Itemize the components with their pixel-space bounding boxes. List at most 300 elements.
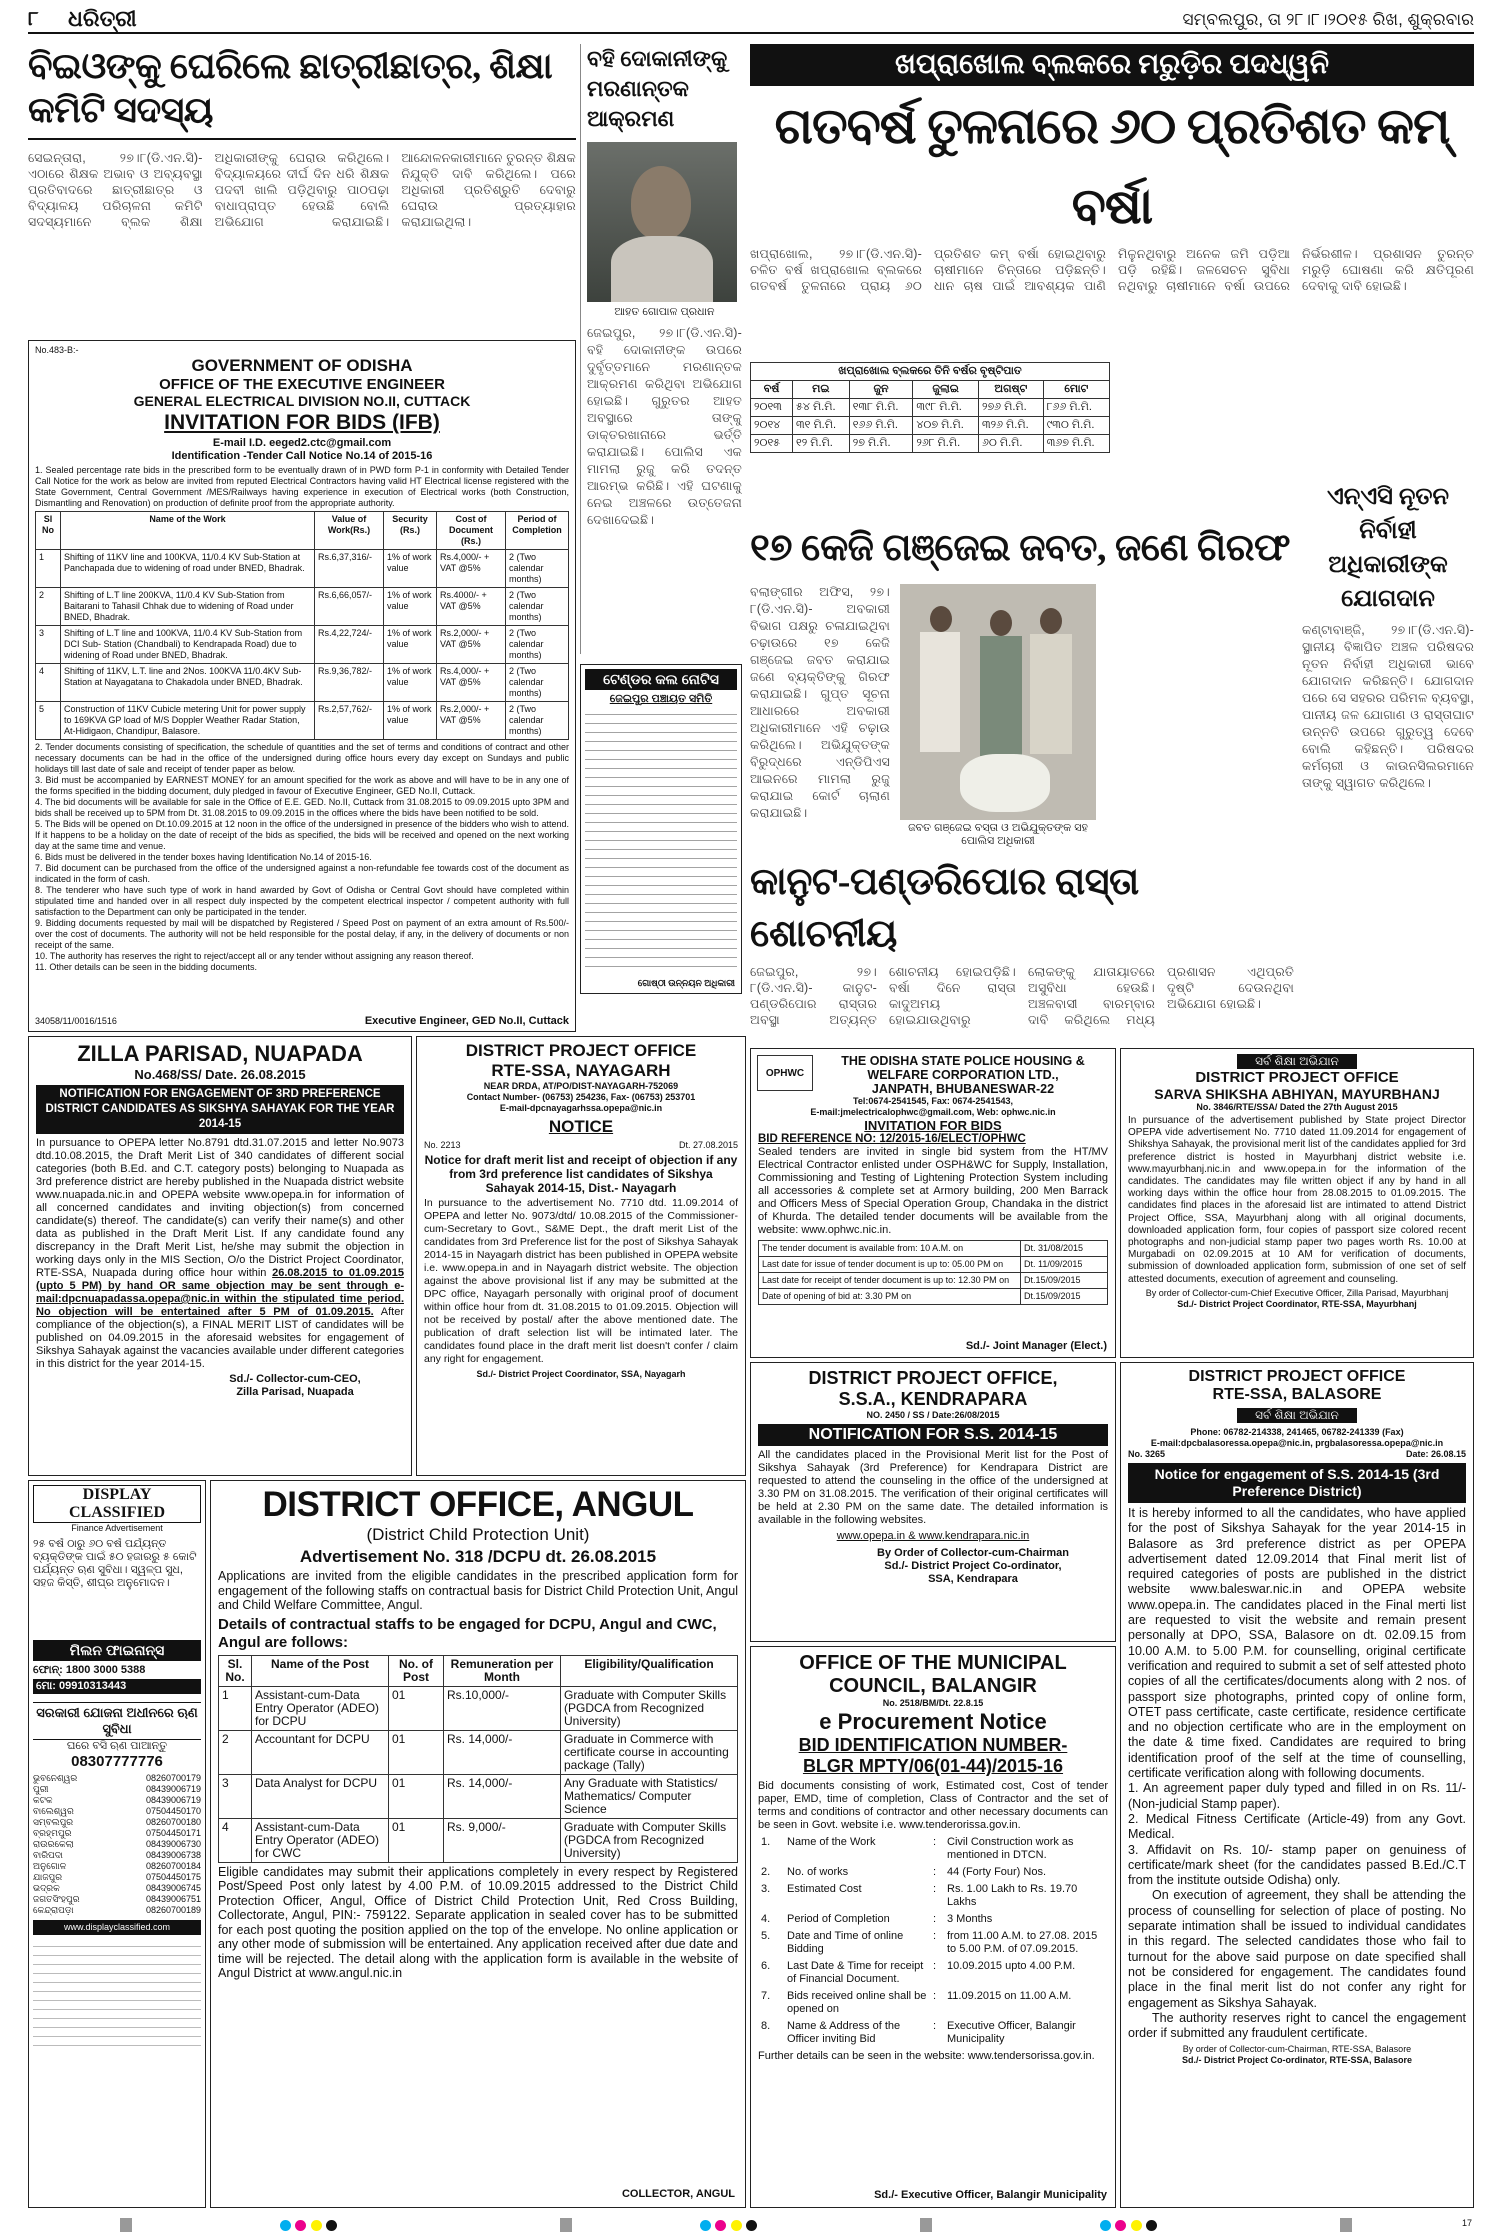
cell: ୩୯୮ ମି.ମି. xyxy=(913,399,979,417)
ad-sign: Sd./- District Project Coordinator, SSA, Nayagarh xyxy=(476,1369,686,1379)
ad-email: E-mail:jmelectricalophwc@gmail.com, Web: ophwc.nic.in xyxy=(810,1107,1056,1117)
cell: 7. xyxy=(761,1990,771,2002)
cell: 5 xyxy=(36,702,61,740)
works-table xyxy=(35,511,569,740)
ad-logo: ସର୍ବ ଶିକ୍ଷା ଅଭିଯାନ xyxy=(1237,1054,1357,1069)
table-row xyxy=(758,1988,1108,2018)
col-header: Name of the Post xyxy=(252,1655,389,1686)
headline: ୧୭ କେଜି ଗଞ୍ଜେଇ ଜବତ, ଜଣେ ଗିରଫ xyxy=(750,527,1291,569)
story-body-2 xyxy=(1106,584,1294,834)
list-item xyxy=(33,1828,201,1839)
ad-body: All the candidates placed in the Provisional Merit list for the Post of Sikshya Sahayak (3rd Preference) for Kendrapara District are requested to attend the counseling in the office of the undersigned at 3.30 PM on 31.08.2015. The verification of their original certificates will be held at 2.30 PM on the same date. The detailed information is available in the following websites. xyxy=(758,1449,1108,1526)
cell: Rs.6,37,316/- xyxy=(315,550,384,588)
ad-title: DISPLAY CLASSIFIED xyxy=(33,1485,201,1523)
ad-body3: The authority reserves right to cancel the engagement order if submitted any fraudulent certificate. xyxy=(1128,2010,1466,2041)
ad-phone1: ଫୋନ୍: 1800 3000 5388 xyxy=(33,1664,146,1676)
cell: Rs.4000/- + VAT @5% xyxy=(437,588,506,626)
ad-sign: COLLECTOR, ANGUL xyxy=(621,2188,735,2200)
ad-no-row xyxy=(424,1140,738,1151)
list-item xyxy=(33,1861,201,1872)
cell: ୧୨ ମି.ମି. xyxy=(793,435,850,453)
ad-no: No. 3265 xyxy=(1128,1449,1166,1459)
cell: Rs.2,000/- + VAT @5% xyxy=(437,702,506,740)
cell: 10.09.2015 upto 4.00 P.M. xyxy=(947,1960,1076,1972)
schedule-table xyxy=(758,1240,1108,1305)
list-item xyxy=(33,1806,201,1817)
ad-sign: Sd./- District Project Co-ordinator, RTE-SSA, Balasore xyxy=(1181,2055,1413,2066)
note: 3. Bid must be accompanied by EARNEST MONEY for an amount specified for the work as above and will have to be in any one of the forms specified in the bidding document, duly pledged in favour of Executive Engineer, GED No.II, Cuttack. xyxy=(35,775,569,796)
phone: 07504450171 xyxy=(145,1828,201,1838)
col-header: Value of Work(Rs.) xyxy=(315,512,384,550)
cell: 01 xyxy=(389,1818,444,1862)
ad-order: By order of Collector-cum-Chief Executive Officer, Zilla Parisad, Mayurbhanj xyxy=(1145,1287,1449,1298)
ad-ident: Identification -Tender Call Notice No.14 of 2015-16 xyxy=(171,450,433,462)
table-row xyxy=(751,417,1110,435)
story-rain-deficit xyxy=(750,44,1474,514)
ad-subtitle: ଜେଇପୁର ପଞ୍ଚାୟତ ସମିତି xyxy=(609,693,713,705)
ad-order: By Order of Collector-cum-Chairman xyxy=(877,1547,1069,1559)
phone: 08260700179 xyxy=(145,1773,201,1783)
list-item: 1. An agreement paper duly typed and filled in on Rs. 11/- (Non-judicial Stamp paper). xyxy=(1128,1781,1466,1811)
cell: : xyxy=(933,1866,937,1878)
cell: Civil Construction work as mentioned in DTCN. xyxy=(947,1836,1074,1861)
ad-title: ZILLA PARISAD, NUAPADA xyxy=(77,1041,363,1066)
ad-banner: NOTIFICATION FOR ENGAGEMENT OF 3RD PREFERENCE DISTRICT CANDIDATES AS SIKSHYA SAHAYAK FOR THE YEAR 2014-15 xyxy=(36,1085,404,1134)
cell: 2 xyxy=(219,1730,252,1774)
cell: Shifting of 11KV, L.T. line and 2Nos. 100KVA 11/0.4KV Sub-Station at Nayagatana to Chakadola under BNED, Bhadrak. xyxy=(61,664,315,702)
ad-no-row xyxy=(1128,1449,1466,1460)
list-item xyxy=(33,1850,201,1861)
cell: Assistant-cum-Data Entry Operator (ADEO) for DCPU xyxy=(252,1686,389,1730)
phone: 08439006745 xyxy=(145,1883,201,1893)
cell: ୫୪ ମି.ମି. xyxy=(793,399,850,417)
city: କେନ୍ଦ୍ରାପଡ଼ା xyxy=(33,1905,74,1915)
ad-sign2: SSA, Kendrapara xyxy=(928,1573,1018,1585)
ad-line1: DISTRICT PROJECT OFFICE xyxy=(1195,1069,1399,1086)
ad-banner: Notice for engagement of S.S. 2014-15 (3rd Preference District) xyxy=(1128,1463,1466,1503)
cell: 1% of work value xyxy=(384,626,437,664)
phone: 08260700180 xyxy=(145,1817,201,1827)
list-item xyxy=(33,1839,201,1850)
ad-sign: Sd./- Executive Officer, Balangir Municipality xyxy=(874,2189,1107,2201)
ad-line: ଘରେ ବସି ଋଣ ପାଆନ୍ତୁ xyxy=(66,1740,168,1752)
col-header: Sl No xyxy=(36,512,61,550)
ad-body-text-2: After compliance of the objection(s), a FINAL MERIT LIST of candidates will be published on 04.09.2015 in the aforesaid websites for engagement of Sikshya Sahayak against the vacancies available under different categories in this district for the year 2014-15. xyxy=(36,1306,404,1370)
date-line: ସମ୍ବଲପୁର, ତା ୨୮।୮।୨୦୧୫ ରିଖ, ଶୁକ୍ରବାର xyxy=(1182,10,1474,29)
phone: 08439006751 xyxy=(145,1894,201,1904)
headline: ବହି ଦୋକାନୀଙ୍କୁ ମରଣାନ୍ତକ ଆକ୍ରମଣ xyxy=(587,46,728,131)
ad-filler xyxy=(33,1941,201,2051)
ad-line2: RTE-SSA, BALASORE xyxy=(1212,1386,1382,1403)
cell: ୪୦୭ ମି.ମି. xyxy=(913,417,979,435)
cell: ୨୦୧୩ xyxy=(751,399,793,417)
ad-line2: SARVA SHIKSHA ABHIYAN, MAYURBHANJ xyxy=(1154,1086,1440,1102)
ad-line1: THE ODISHA STATE POLICE HOUSING & WELFARE CORPORATION LTD., xyxy=(841,1054,1085,1082)
ophwc-logo: OPHWC xyxy=(757,1055,813,1091)
cell: 11.09.2015 on 11.00 A.M. xyxy=(947,1990,1072,2002)
cell: : xyxy=(933,2020,937,2032)
table-row xyxy=(758,1958,1108,1988)
col-header: Cost of Document (Rs.) xyxy=(437,512,506,550)
ad-line2: S.S.A., KENDRAPARA xyxy=(838,1389,1028,1409)
cell: Accountant for DCPU xyxy=(252,1730,389,1774)
col-header: Period of Completion xyxy=(506,512,569,550)
cell: ୨୭୬ ମି.ମି. xyxy=(978,399,1043,417)
cmyk-dots xyxy=(1100,2218,1157,2236)
ad-title: INVITATION FOR BIDS (IFB) xyxy=(164,411,440,434)
table-row xyxy=(758,1928,1108,1958)
table-row xyxy=(759,1289,1108,1305)
table-row xyxy=(758,1864,1108,1881)
ad-notes xyxy=(35,742,569,973)
ad-body: ୨୫ ବର୍ଷ ଠାରୁ ୬୦ ବର୍ଷ ପର୍ଯ୍ୟନ୍ତ ବ୍ୟକ୍ତିଙ୍କ ପାଇଁ ୫୦ ହଜାରରୁ ୫ କୋଟି ପର୍ଯ୍ୟନ୍ତ ଋଣ ସୁବିଧା। ସ୍ୱଳ୍ପ ସୁଧ, ସହଜ କିସ୍ତି, ଶୀଘ୍ର ଅନୁମୋଦନ। xyxy=(33,1538,197,1589)
col-header: ମୋଟ xyxy=(1043,381,1109,399)
footer-page-no: 17 xyxy=(1461,2218,1472,2228)
rainfall-grid xyxy=(750,380,1110,453)
cell: Data Analyst for DCPU xyxy=(252,1774,389,1818)
ad-websites[interactable]: www.opepa.in & www.kendrapara.nic.in xyxy=(836,1530,1030,1542)
cell: Dt.15/09/2015 xyxy=(1021,1273,1108,1289)
col-header: Sl. No. xyxy=(219,1655,252,1686)
cell: 1% of work value xyxy=(384,588,437,626)
col-header: ବର୍ଷ xyxy=(751,381,793,399)
ad-footer: ଗୋଷ୍ଠୀ ଉନ୍ନୟନ ଅଧିକାରୀ xyxy=(637,978,735,988)
city: ଭୁବନେଶ୍ୱର xyxy=(33,1773,78,1783)
ad-line3: GENERAL ELECTRICAL DIVISION NO.II, CUTTACK xyxy=(133,393,471,409)
ad-ref: No. 2518/BM/Dt. 22.8.15 xyxy=(882,1698,984,1708)
cell: Rs.6,66,057/- xyxy=(315,588,384,626)
city: କଟକ xyxy=(33,1795,53,1805)
cell: : xyxy=(933,1930,937,1942)
ad-intro: Bid documents consisting of work, Estimated cost, Cost of tender paper, EMD, time of completion, Class of Contractor and the set of terms and conditions of contractor and other necessary documents can be seen in Govt. website i.e. www.tenderorissa.gov.in. xyxy=(758,1780,1108,1831)
cell: 4 xyxy=(219,1818,252,1862)
cell: ୨୬୮ ମି.ମି. xyxy=(913,435,979,453)
ad-footer-right: Executive Engineer, GED No.II, Cuttack xyxy=(364,1015,569,1027)
ad-ophwc xyxy=(750,1048,1116,1358)
cell: Rs.2,000/- + VAT @5% xyxy=(437,626,506,664)
cell: No. of works xyxy=(787,1866,849,1878)
city: ଭଦ୍ରକ xyxy=(33,1883,60,1893)
cell: 2 (Two calendar months) xyxy=(506,664,569,702)
cell: 3 Months xyxy=(947,1913,993,1925)
ad-web[interactable]: www.displayclassified.com xyxy=(33,1920,201,1935)
list-item: 2. Medical Fitness Certificate (Article-49) from any Govt. Medical. xyxy=(1128,1811,1466,1842)
story-shop-attack xyxy=(580,44,742,654)
ad-brand: ମିଲନ ଫାଇନାନ୍ସ xyxy=(33,1640,201,1661)
cell: 3 xyxy=(36,626,61,664)
cell: Shifting of L.T line and 100KVA, 11/0.4 KV Sub-Station from DCI Sub- Station (Chandbali) to Kendrapada Road) due to widening of Road under BNED, Bhadrak. xyxy=(61,626,315,664)
cell: Graduate with Computer Skills (PGDCA from Recognized University) xyxy=(561,1818,738,1862)
ad-ged-cuttack xyxy=(28,340,576,1032)
cell: 2. xyxy=(761,1866,771,1878)
phone: 07504450175 xyxy=(145,1872,201,1882)
cell: 3. xyxy=(761,1883,771,1895)
table-row xyxy=(36,588,569,626)
ad-line1: OFFICE OF THE MUNICIPAL xyxy=(799,1652,1067,1674)
cell: : xyxy=(933,1960,937,1972)
cell: Dt. 11/09/2015 xyxy=(1021,1257,1108,1273)
cell: 4. xyxy=(761,1913,771,1925)
ad-adv: Advertisement No. 318 /DCPU dt. 26.08.2015 xyxy=(299,1547,657,1566)
table-row xyxy=(759,1241,1108,1257)
ad-line1: DISTRICT PROJECT OFFICE, xyxy=(808,1368,1058,1388)
cell: : xyxy=(933,1836,937,1848)
city: ବ୍ରହ୍ମପୁର xyxy=(33,1828,72,1838)
table-row xyxy=(758,1834,1108,1864)
table-row xyxy=(36,550,569,588)
cell: Last date for issue of tender document is up to: 05.00 PM on xyxy=(759,1257,1021,1273)
cell: Executive Officer, Balangir Municipality xyxy=(947,2020,1076,2045)
cell: Dt. 31/08/2015 xyxy=(1021,1241,1108,1257)
ad-sign2: Zilla Parisad, Nuapada xyxy=(236,1386,354,1398)
cell: : xyxy=(933,1990,937,2002)
cell: Rs. 14,000/- xyxy=(444,1774,561,1818)
note: 7. Bid document can be purchased from the office of the undersigned against a non-refundable fee towards cost of the document as indicated in the form of cash. xyxy=(35,863,569,884)
cell: Rs. 14,000/- xyxy=(444,1730,561,1774)
cell: Rs. 1.00 Lakh to Rs. 19.70 Lakhs xyxy=(947,1883,1078,1908)
cell: Name of the Work xyxy=(787,1836,876,1848)
city: ବାରିପଦା xyxy=(33,1850,63,1860)
ad-kendrapara xyxy=(750,1362,1116,1642)
ad-sign: Sd./- Joint Manager (Elect.) xyxy=(965,1340,1107,1352)
cell: 44 (Forty Four) Nos. xyxy=(947,1866,1047,1878)
note: 11. Other details can be seen in the bidding documents. xyxy=(35,962,257,972)
cell: 1% of work value xyxy=(384,664,437,702)
ad-tender-box xyxy=(580,664,742,994)
story-road xyxy=(750,856,1294,1027)
ad-display-classified xyxy=(28,1480,206,2208)
ad-line2: RTE-SSA, NAYAGARH xyxy=(491,1061,671,1080)
ad-items xyxy=(1128,1781,1466,1888)
ad-banner2: ସରକାରୀ ଯୋଜନା ଅଧୀନରେ ଋଣ ସୁବିଧା xyxy=(33,1702,201,1740)
cmyk-dots xyxy=(280,2218,337,2236)
ad-balasore xyxy=(1120,1362,1474,2208)
cell: Bids received online shall be opened on xyxy=(787,1990,927,2015)
ad-balangir xyxy=(750,1646,1116,2208)
ad-body1: It is hereby informed to all the candidates, who have applied for the post of Sikshya Sahayak for the year 2014-15 in Balasore as 3rd preference district as per OPEPA advertisement dated 12.09.2014 that Final merit list of required categories of posts are published in the district website www.baleswar.nic.in and OPEPA website www.opepa.in. The candidates placed in the Final merti list are requested to visit the website and remain present personally at DPO, SSA, Balasore on dt. 02.09.15 from 10.00 A.M. to 5.00 P.M. for counselling, original certificate verification and required to submit a set of self attested photo copies of all the certificates/documents along with 2 nos. of passport size photographs, printed copy of online form, OTET pass certificate, caste certificate, residence certificate and no objection certificate who are in the employment on the date & time fixed. Candidates are required to bring identification proof of the self at the time of counselling, certificate verification along with following documents. xyxy=(1128,1506,1466,1781)
cell: ୬୦ ମି.ମି. xyxy=(978,435,1043,453)
city: ଜଗତସିଂହପୁର xyxy=(33,1894,80,1904)
ad-line2: OFFICE OF THE EXECUTIVE ENGINEER xyxy=(159,376,445,393)
cell: : xyxy=(933,1913,937,1925)
cell: : xyxy=(933,1883,937,1895)
list-item xyxy=(33,1872,201,1883)
city: ସମ୍ବଲପୁର xyxy=(33,1817,74,1827)
ad-table-title: Details of contractual staffs to be engaged for DCPU, Angul and CWC, Angul are follows: xyxy=(218,1615,717,1651)
cell: 1 xyxy=(36,550,61,588)
col-header: ମଇ xyxy=(793,381,850,399)
ad-title: e Procurement Notice xyxy=(819,1709,1047,1734)
cell: 3 xyxy=(219,1774,252,1818)
note: 10. The authority has reserves the right to reject/accept all or any tender without assigning any reason thereof. xyxy=(35,951,474,961)
phone: 08439006738 xyxy=(145,1850,201,1860)
table-row xyxy=(219,1730,738,1774)
cell: 2 (Two calendar months) xyxy=(506,588,569,626)
ad-title: DISTRICT OFFICE, ANGUL xyxy=(262,1485,694,1524)
table-row xyxy=(36,702,569,740)
seizure-photo xyxy=(900,584,1096,820)
page-header xyxy=(28,6,1474,34)
ad-ref: No.468/SS/ Date. 26.08.2015 xyxy=(134,1067,306,1082)
ad-email: E-mail I.D. eeged2.ctc@gmail.com xyxy=(212,437,392,449)
ad-line1: GOVERNMENT OF ODISHA xyxy=(191,356,413,375)
cell: Last date for receipt of tender document is up to: 12.30 PM on xyxy=(759,1273,1021,1289)
kicker-banner: ଖପ୍ରାଖୋଲ ବ୍ଲକରେ ମରୁଡ଼ିର ପଦଧ୍ୱନି xyxy=(750,44,1474,86)
ad-ref: No.483-B:- xyxy=(35,345,79,355)
phone: 08439006719 xyxy=(145,1784,201,1794)
ad-phone: Phone: 06782-214338, 241465, 06782-241339 (Fax) xyxy=(1190,1427,1404,1437)
cell: ୨୦୧୫ xyxy=(751,435,793,453)
cell: Rs.10,000/- xyxy=(444,1686,561,1730)
ad-sign: Sd./- District Project Coordinator, RTE-SSA, Mayurbhanj xyxy=(1177,1298,1417,1309)
city: ରାଉରକେଲା xyxy=(33,1839,74,1849)
phone: 08260700189 xyxy=(145,1905,201,1915)
table-row xyxy=(758,2018,1108,2048)
cell: 5. xyxy=(761,1930,771,1942)
cell: 01 xyxy=(389,1774,444,1818)
col-header: Eligibility/Qualification xyxy=(561,1655,738,1686)
table-row xyxy=(219,1686,738,1730)
ad-body2: On execution of agreement, they shall be attending the process of counselling for selection of place of posting. No separate intimation shall be issued to individual candidates in this regard. The selected candidates those who fail to turnout for the above said purpose on date specified shall not be considered for engagement. The candidates found place in the final merit list do not confer any right for engagement as Sikshya Sahayak. xyxy=(1128,1888,1466,2010)
cell: from 11.00 A.M. to 27.08. 2015 to 5.00 P.M. of 07.09.2015. xyxy=(947,1930,1098,1955)
table-row xyxy=(751,435,1110,453)
list-item xyxy=(33,1817,201,1828)
ad-filler-text xyxy=(585,709,737,971)
ad-body-text: In pursuance to OPEPA letter No.8791 dtd.31.07.2015 and letter No.9073 dtd.10.08.2015, the Draft Merit List of 340 candidates of different social categories (both B.Ed. and C.T. category posts) belonging to Nuapada as 3rd preference district are hereby published in the Nuapada district website www.nuapada.nic.in and OPEPA website www.opepa.in for information of all concerned candidates and inviting objection(s) from concerned candidate(s) thereof. The candidate(s) can verify their name(s) and other data as published in the Draft Merit List. If any candidate found any discrepancy in the Draft Merit List, he/she may submit the objection in working days only in the MIS Section, O/o the District Project Coordinator, RTE-SSA, Nuapada during office hour within xyxy=(36,1137,404,1279)
col-header: Name of the Work xyxy=(61,512,315,550)
cell: Estimated Cost xyxy=(787,1883,862,1895)
table-row xyxy=(36,664,569,702)
reg-mark xyxy=(920,2218,932,2232)
cell: Last Date & Time for receipt of Financial Document. xyxy=(787,1960,924,1985)
cell: 6. xyxy=(761,1960,771,1972)
cell: Name & Address of the Officer inviting Bid xyxy=(787,2020,901,2045)
photo-caption: ଆହତ ଗୋପାଳ ପ୍ରଧାନ xyxy=(614,306,715,318)
city: ଅନୁଗୋଳ xyxy=(33,1861,67,1871)
ad-further: Further details can be seen in the website: www.tendersorissa.gov.in. xyxy=(758,2050,1095,2062)
col-header: No. of Post xyxy=(389,1655,444,1686)
story-body: ସେଇନ୍ତାରା, ୨୭।୮(ଡି.ଏନ.ସି)- ଏଠାରେ ଶିକ୍ଷକ ଅଭାବ ଓ ଅବ୍ୟବସ୍ଥା ପ୍ରତିବାଦରେ ଛାତ୍ରୀଛାତ୍ର ଓ ବିଦ୍ୟାଳୟ ପରିଚାଳନା କମିଟି ସଦସ୍ୟମାନେ ବ୍ଲକ ଶିକ୍ଷା ଅଧିକାରୀଙ୍କୁ ଘେରାଉ କରିଥିଲେ। ବିଦ୍ୟାଳୟରେ ଦୀର୍ଘ ଦିନ ଧରି ଶିକ୍ଷକ ପଦବୀ ଖାଲି ପଡ଼ିଥିବାରୁ ପାଠପଢ଼ା ବାଧାପ୍ରାପ୍ତ ହେଉଛି ବୋଲି ଅଭିଯୋଗ କରାଯାଇଛି। ଆନ୍ଦୋଳନକାରୀମାନେ ତୁରନ୍ତ ଶିକ୍ଷକ ନିଯୁକ୍ତି ଦାବି କରିଥିଲେ। ପରେ ଅଧିକାରୀ ପ୍ରତିଶ୍ରୁତି ଦେବାରୁ ଘେରାଉ ପ୍ରତ୍ୟାହାର କରାଯାଇଥିଲା। xyxy=(28,151,576,229)
posts-table xyxy=(218,1655,738,1863)
story-body: ଜେଇପୁର, ୨୭।୮(ଡି.ଏନ.ସି)- ବହି ଦୋକାନୀଙ୍କ ଉପରେ ଦୁର୍ବୃତ୍ତମାନେ ମରଣାନ୍ତକ ଆକ୍ରମଣ କରିଥିବା ଅଭିଯୋଗ ହୋଇଛି। ଗୁରୁତର ଆହତ ଅବସ୍ଥାରେ ତାଙ୍କୁ ଡାକ୍ତରଖାନାରେ ଭର୍ତ୍ତି କରାଯାଇଛି। ପୋଲିସ ଏକ ମାମଲା ରୁଜୁ କରି ତଦନ୍ତ ଆରମ୍ଭ କରିଛି। ଏହି ଘଟଣାକୁ ନେଇ ଅଞ୍ଚଳରେ ଉତ୍ତେଜନା ଦେଖାଦେଇଛି। xyxy=(587,326,742,527)
col-header: ଅଗଷ୍ଟ xyxy=(978,381,1043,399)
cell: Graduate with Computer Skills (PGDCA from Recognized University) xyxy=(561,1686,738,1730)
ad-body: Sealed tenders are invited in single bid system from the HT/MV Electrical Contractor enlisted under OSPH&WC for Supply, Installation, Commissioning and Testing of Lightening Protection System including all accessories & complete set at Armory building, 200 Men Barrack and Officers Mess of Special Operation Group, Chandaka in the district of Khurda. The detailed tender documents will be available from the website: www.ophwc.nic.in. xyxy=(758,1146,1108,1236)
ad-banner: NOTIFICATION FOR S.S. 2014-15 xyxy=(758,1424,1108,1446)
cell: 2 (Two calendar months) xyxy=(506,550,569,588)
story-body: ଖପ୍ରାଖୋଲ, ୨୭।୮(ଡି.ଏନ.ସି)- ଚଳିତ ବର୍ଷ ଖପ୍ରାଖୋଲ ବ୍ଲକରେ ଗତବର୍ଷ ତୁଳନାରେ ପ୍ରାୟ ୬୦ ପ୍ରତିଶତ କମ୍ ବର୍ଷା ହୋଇଥିବାରୁ ଚାଷୀମାନେ ଚିନ୍ତାରେ ପଡ଼ିଛନ୍ତି। ଧାନ ଚାଷ ପାଇଁ ଆବଶ୍ୟକ ପାଣି ମିଳୁନଥିବାରୁ ଅନେକ ଜମି ପଡ଼ିଆ ପଡ଼ି ରହିଛି। ଜଳସେଚନ ସୁବିଧା ନଥିବାରୁ ଚାଷୀମାନେ ବର୍ଷା ଉପରେ ନିର୍ଭରଶୀଳ। ପ୍ରଶାସନ ତୁରନ୍ତ ମରୁଡ଼ି ଘୋଷଣା କରି କ୍ଷତିପୂରଣ ଦେବାକୁ ଦାବି ହୋଇଛି। xyxy=(750,247,1474,293)
cell: 1 xyxy=(219,1686,252,1730)
col-header: ଜୁନ xyxy=(849,381,913,399)
headline: କାନୁଟ-ପଣ୍ଡରିପୋର ରାସ୍ତା ଶୋଚନୀୟ xyxy=(750,861,1139,955)
note: 8. The tenderer who have such type of work in hand awarded by Govt of Odisha or Central Govt should have completed within stipulated time and handed over in all respect duly inspected by the competent electrical inspector / competent authority with full satisfaction to the Department can only be participated in the tender. xyxy=(35,885,569,917)
table-row xyxy=(758,1911,1108,1928)
col-header: Remuneration per Month xyxy=(444,1655,561,1686)
ad-line2: COUNCIL, BALANGIR xyxy=(829,1675,1037,1697)
note: 9. Bidding documents requested by mail will be dispatched by Registered / Speed Post on payment of an extra amount of Rs.500/- over the cost of documents. The authority will not be held responsible for the postal delay, if any, in the delivery of documents or non receipt of the same. xyxy=(35,918,569,950)
cell: Graduate in Commerce with certificate course in accounting package (Tally) xyxy=(561,1730,738,1774)
cell: 2 xyxy=(36,588,61,626)
ad-footer-left: 34058/11/0016/1516 xyxy=(35,1016,117,1026)
table-row xyxy=(759,1273,1108,1289)
cell: Any Graduate with Statistics/ Mathematics/ Computer Science xyxy=(561,1774,738,1818)
story-body: ବଲାଙ୍ଗୀର ଅଫିସ, ୨୭।୮(ଡି.ଏନ.ସି)- ଅବକାରୀ ବିଭାଗ ପକ୍ଷରୁ ଚଳାଯାଇଥିବା ଚଢ଼ାଉରେ ୧୭ କେଜି ଗଞ୍ଜେଇ ଜବତ କରାଯାଇ ଜଣେ ବ୍ୟକ୍ତିଙ୍କୁ ଗିରଫ କରାଯାଇଛି। ଗୁପ୍ତ ସୂଚନା ଆଧାରରେ ଅବକାରୀ ଅଧିକାରୀମାନେ ଏହି ଚଢ଼ାଉ କରିଥିଲେ। ଅଭିଯୁକ୍ତଙ୍କ ବିରୁଦ୍ଧରେ ଏନ୍‌ଡିପିଏସ ଆଇନରେ ମାମଲା ରୁଜୁ କରାଯାଇ କୋର୍ଟ ଚାଲାଣ କରାଯାଇଛି। xyxy=(750,585,890,820)
story-new-eo xyxy=(1302,480,1474,1020)
cell: 2 (Two calendar months) xyxy=(506,626,569,664)
list-item xyxy=(33,1894,201,1905)
phone: 08439006719 xyxy=(145,1795,201,1805)
cell: Shifting of L.T line 200KVA, 11/0.4 KV Sub-Station from Baitarani to Tahasil Chhak due to widening of Road under BNED, Bhadrak. xyxy=(61,588,315,626)
phone: 08260700184 xyxy=(145,1861,201,1871)
list-item xyxy=(33,1905,201,1916)
ad-line1: DISTRICT PROJECT OFFICE xyxy=(1188,1368,1406,1385)
cell: 8. xyxy=(761,2020,771,2032)
ad-nayagarh xyxy=(416,1036,746,1476)
ad-email: E-mail-dpcnayagarhssa.opepa@nic.in xyxy=(499,1103,663,1113)
list-item xyxy=(33,1784,201,1795)
story-ganja-seizure xyxy=(750,520,1294,850)
story-body: କଣ୍ଟାବାଞ୍ଜି, ୨୭।୮(ଡି.ଏନ.ସି)- ସ୍ଥାନୀୟ ବିଜ୍ଞାପିତ ଅଞ୍ଚଳ ପରିଷଦର ନୂତନ ନିର୍ବାହୀ ଅଧିକାରୀ ଭାବେ ଯୋଗଦାନ କରିଛନ୍ତି। ଯୋଗଦାନ ପରେ ସେ ସହରର ପରିମଳ ବ୍ୟବସ୍ଥା, ପାନୀୟ ଜଳ ଯୋଗାଣ ଓ ରାସ୍ତାଘାଟ ଉନ୍ନତି ଉପରେ ଗୁରୁତ୍ୱ ଦେବେ ବୋଲି କହିଛନ୍ତି। ପରିଷଦର କର୍ମଚାରୀ ଓ କାଉନସିଲରମାନେ ତାଙ୍କୁ ସ୍ୱାଗତ କରିଥିଲେ। xyxy=(1302,623,1474,790)
cell: 01 xyxy=(389,1730,444,1774)
ad-list xyxy=(33,1773,201,1916)
ad-body: In pursuance of the advertisement published by State project Director OPEPA vide advertisement No. 7710 dated 11.09.2014 for engagement of Shikshya Sahayak, the provisional merit list of the candidates applied for 3rd preference district is hosted in Mayurbhanj district website i.e. www.mayurbhanj.nic.in and www.opepa.in for the information of the candidates. The candidates may file written object if any by hand in all working days within the office hour from 28.08.2015 to 01.09.2015. The candidates find places in the aforesaid list are intimated to attend District Project Office, SSA, Mayurbhanj along with all original documents, downloaded application form, four copies of passport size colored recent photographs and non-judicial stamp paper two pages worth Rs. 10.00 at Murgabadi on 02.09.2015 at 10 AM for verification of documents, submission of downloaded application form, submission of one set of self attested documents, execution of agreement and counseling. xyxy=(1128,1115,1466,1285)
paper-name: ଧରିତ୍ରୀ xyxy=(68,6,137,31)
ad-subject: Notice for draft merit list and receipt of objection if any from 3rd preference list candidates of Sikshya Sahayak 2014-15, Dist.- Nayagarh xyxy=(424,1153,738,1195)
cell: ୩୨୬ ମି.ମି. xyxy=(978,417,1043,435)
ad-date: Date: 26.08.15 xyxy=(1405,1449,1466,1459)
cell: Rs. 9,000/- xyxy=(444,1818,561,1862)
note: 2. Tender documents consisting of specification, the schedule of quantities and the set of terms and conditions of contract and other necessary documents can be had in the office of the undersigned during office hours every day except on Sundays and public holidays till last date of sale and receipt of tender paper as below. xyxy=(35,742,569,774)
ad-ref: NO. 2450 / SS / Date:26/08/2015 xyxy=(866,1410,1000,1420)
ad-phone2: ମୋ: 09910313443 xyxy=(33,1679,201,1694)
cell: Rs.4,22,724/- xyxy=(315,626,384,664)
table-row xyxy=(36,626,569,664)
ad-addr: NEAR DRDA, AT/PO/DIST-NAYAGARH-752069 xyxy=(483,1081,679,1091)
reg-mark xyxy=(560,2218,572,2232)
ad-sign1: Sd./- District Project Co-ordinator, xyxy=(884,1560,1062,1572)
print-registration-marks xyxy=(0,2214,1500,2238)
photo-caption: ଜବତ ଗଞ୍ଜେଇ ବସ୍ତା ଓ ଅଭିଯୁକ୍ତଙ୍କ ସହ ପୋଲିସ ଅଧିକାରୀ xyxy=(908,822,1088,847)
page-number: ୮ xyxy=(28,8,39,30)
cell: ୩୬୭ ମି.ମି. xyxy=(1043,435,1109,453)
ad-line2: JANPATH, BHUBANESWAR-22 xyxy=(871,1082,1055,1096)
headline: ଏନ୍‌ଏସି ନୂତନ ନିର୍ବାହୀ ଅଧିକାରୀଙ୍କ ଯୋଗଦାନ xyxy=(1326,484,1450,612)
cell: ୨୦୧୪ xyxy=(751,417,793,435)
ad-sign1: Sd./- Collector-cum-CEO, xyxy=(229,1373,361,1385)
list-item xyxy=(33,1773,201,1784)
reg-mark xyxy=(1340,2218,1352,2232)
ad-contact: Contact Number- (06753) 254236, Fax- (06753) 253701 xyxy=(466,1092,696,1102)
cell: ୨୭ ମି.ମି. xyxy=(849,435,913,453)
ad-order: By order of Collector-cum-Chairman, RTE-SSA, Balasore xyxy=(1182,2044,1412,2055)
ad-phone3: 08307777776 xyxy=(71,1753,163,1770)
phone: 07504450170 xyxy=(145,1806,201,1816)
table-row xyxy=(219,1818,738,1862)
ad-logo: ସର୍ବ ଶିକ୍ଷା ଅଭିଯାନ xyxy=(1237,1408,1357,1423)
reg-mark xyxy=(120,2218,132,2232)
city: ଯାଜପୁର xyxy=(33,1872,63,1882)
victim-photo xyxy=(587,142,737,302)
note: 4. The bid documents will be available for sale in the Office of E.E. GED. No.II, Cuttack from 31.08.2015 to 09.09.2015 upto 3PM and bids shall be received up to 5PM from Dt. 31.08.2015 to 09.09.2015 in the offices where the bids have been notified to be sold. xyxy=(35,797,569,818)
ad-deadline: 26.08.2015 to 01.09.2015 (upto 5 PM) by hand OR same objection may be sent through e-mail:dpcnuapadassa.opepa@nic.in within the stipulated time period. No objection will be entertained after 5 PM of 01.09.2015. xyxy=(36,1267,404,1318)
cell: 4 xyxy=(36,664,61,702)
city: ବାଲେଶ୍ୱର xyxy=(33,1806,74,1816)
cell: Rs.4,000/- + VAT @5% xyxy=(437,550,506,588)
bid-items xyxy=(758,1834,1108,2048)
cell: ୧୬୬ ମି.ମି. xyxy=(849,417,913,435)
city: ପୁରୀ xyxy=(33,1784,49,1794)
ad-subtitle: Finance Advertisement xyxy=(71,1523,163,1533)
